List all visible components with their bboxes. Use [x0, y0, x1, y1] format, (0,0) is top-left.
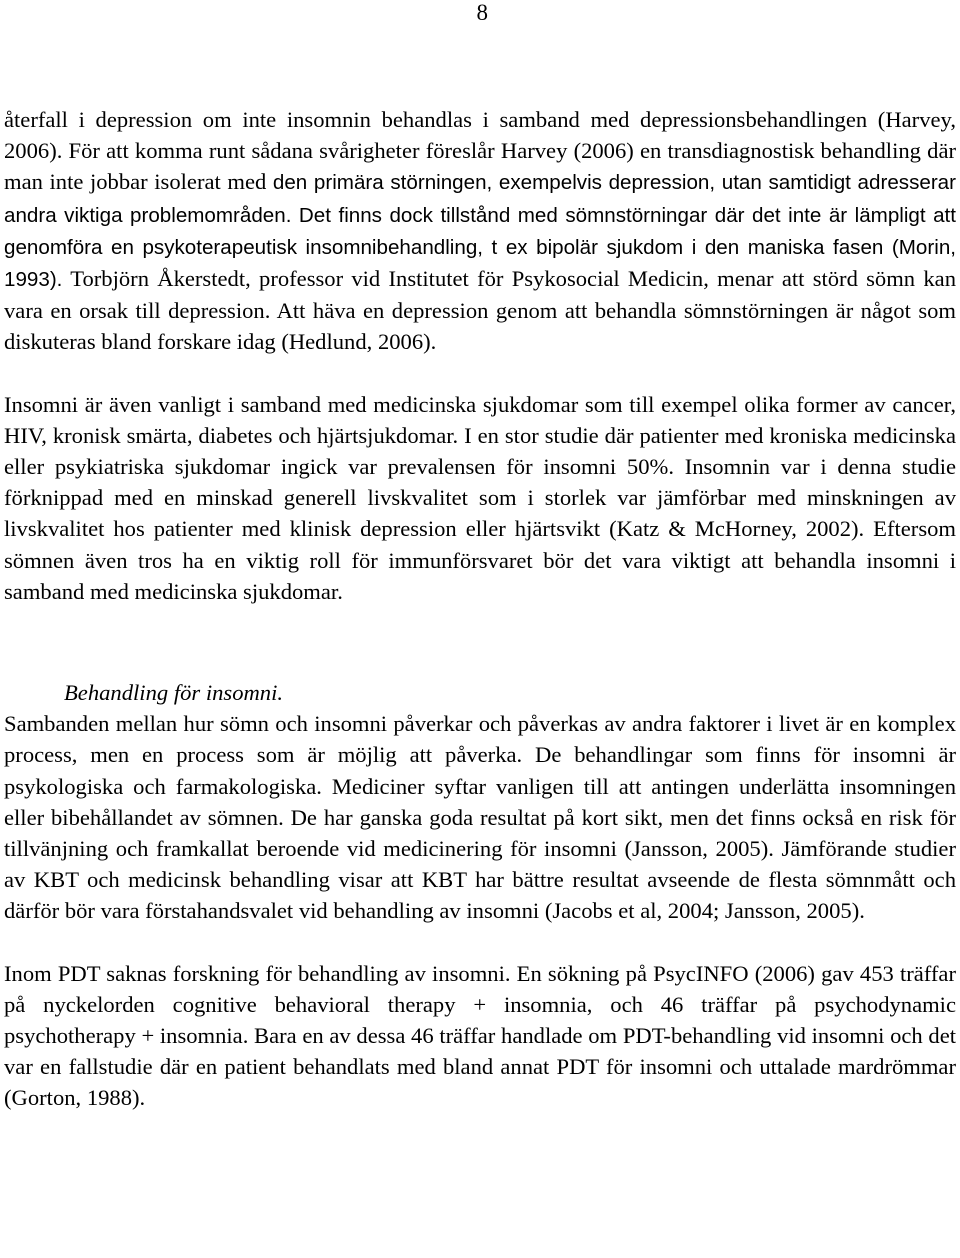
paragraph-pdt-research: Inom PDT saknas forskning för behandling av insomni. En sökning på PsycINFO (2006) gav 453 träffar på nyckelorden cognitive behavioral therapy + insomnia, och 46 träffar på psychodynamic psychotherapy + insomnia. Bara en av dessa 46 träffar handlade om PDT-behandling vid insomni och det var en fallstudie där en patient behandlats med bland annat PDT för insomni och uttalade mardrömmar (Gorton, 1988).: [4, 960, 956, 1111]
section-spacer: [4, 607, 956, 677]
paragraph-spacer: [4, 927, 956, 958]
paragraph-depression-part3: Torbjörn Åkerstedt, professor vid Institutet för Psykosocial Medicin, menar att störd sömn kan vara en orsak till depression. Att häva en depression genom att behandla sömnstörningen är något som diskuteras bland forskare idag (Hedlund, 2006).: [4, 266, 956, 355]
paragraph-spacer: [4, 358, 956, 389]
paragraph-depression-part2: den primära störningen, exempelvis depression, utan samtidigt adresserar andra viktiga problemområden. Det finns dock tillstånd med sömnstörningar där det inte är lämpligt att genomföra en psykoterapeutisk insomnibehandling, t ex bipolär sjukdom i den maniska fasen (Morin, 1993).: [4, 171, 956, 292]
paragraph-treatment: Sambanden mellan hur sömn och insomni påverkar och påverkas av andra faktorer i livet är en komplex process, men en process som är möjlig att påverka. De behandlingar som finns för insomni är psykologiska och farmakologiska. Mediciner syftar vanligen till att antingen underlätta insomningen eller bibehållandet av sömnen. De har ganska goda resultat på kort sikt, men det finns också en risk för tillvänjning och framkallat beroende vid medicinering för insomni (Jansson, 2005). Jämförande studier av KBT och medicinsk behandling visar att KBT har bättre resultat avseende de flesta sömnmått och därför bör vara förstahandsvalet vid behandling av insomni (Jacobs et al, 2004; Jansson, 2005).: [4, 711, 956, 924]
section-heading: Behandling för insomni.: [64, 680, 284, 706]
page-body: [4, 104, 956, 1114]
page-number: 8: [476, 0, 488, 25]
paragraph-medical-illness: Insomni är även vanligt i samband med medicinska sjukdomar som till exempel olika former av cancer, HIV, kronisk smärta, diabetes och hjärtsjukdomar. I en stor studie där patienter med kroniska medicinska eller psykiatriska sjukdomar ingick var prevalensen för insomni 50%. Insomnin var i denna studie förknippad med en minskad generell livskvalitet som i storlek var jämförbar med minskningen av livskvalitet hos patienter med klinisk depression eller hjärtsvikt (Katz & McHorney, 2002). Eftersom sömnen även tros ha en viktig roll för immunförsvaret bör det vara viktigt att behandla insomni i samband med medicinska sjukdomar.: [4, 391, 956, 604]
paragraph-depression: [4, 104, 956, 358]
paragraph-depression-part1: återfall i depression om inte insomnin behandlas i samband med depressionsbehandlingen (Harvey, 2006). För att komma runt sådana svårigheter föreslår Harvey (2006) en transdiagnostisk behandling där man inte jobbar isolerat med: [4, 107, 956, 195]
